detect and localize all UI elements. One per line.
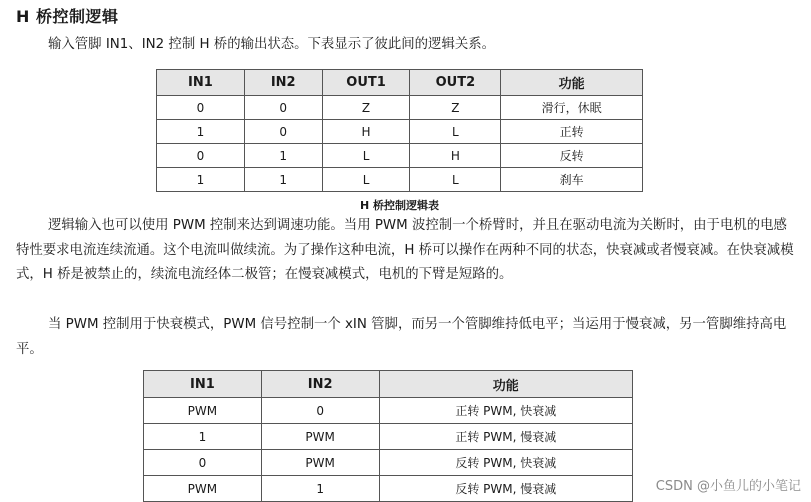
- table-cell: 正转 PWM, 慢衰减: [379, 424, 632, 450]
- header-cell: OUT2: [410, 70, 501, 96]
- header-cell: OUT1: [322, 70, 410, 96]
- table-cell: Z: [410, 96, 501, 120]
- h-bridge-logic-table: [156, 69, 643, 192]
- table-cell: 0: [261, 398, 379, 424]
- table-cell: 滑行，休眠: [501, 96, 643, 120]
- table-row: [157, 144, 643, 168]
- table-cell: PWM: [144, 398, 262, 424]
- header-cell: 功能: [501, 70, 643, 96]
- table-cell: 1: [261, 476, 379, 502]
- table-cell: H: [322, 120, 410, 144]
- table-cell: PWM: [261, 424, 379, 450]
- table-row: [144, 476, 633, 502]
- section-title: H 桥控制逻辑: [16, 7, 119, 26]
- table-cell: 1: [244, 168, 322, 192]
- table-cell: 反转 PWM, 快衰减: [379, 450, 632, 476]
- header-cell: IN1: [157, 70, 245, 96]
- table-header-row: [144, 371, 633, 398]
- table-row: [157, 96, 643, 120]
- table-cell: 正转: [501, 120, 643, 144]
- table-cell: 0: [157, 96, 245, 120]
- decay-paragraph: 当 PWM 控制用于快衰模式，PWM 信号控制一个 xIN 管脚，而另一个管脚维持低电平；当运用于慢衰减，另一管脚维持高电平。: [16, 317, 787, 357]
- table-row: [144, 424, 633, 450]
- table-cell: 1: [144, 424, 262, 450]
- table-row: [157, 168, 643, 192]
- table-cell: H: [410, 144, 501, 168]
- table-cell: 反转 PWM, 慢衰减: [379, 476, 632, 502]
- table-row: [157, 120, 643, 144]
- table-cell: L: [322, 168, 410, 192]
- table-cell: L: [410, 120, 501, 144]
- table-cell: 0: [244, 120, 322, 144]
- table-cell: 0: [244, 96, 322, 120]
- table-cell: 1: [244, 144, 322, 168]
- header-cell: IN1: [144, 371, 262, 398]
- intro-paragraph: 输入管脚 IN1、IN2 控制 H 桥的输出状态。下表显示了彼此间的逻辑关系。: [48, 37, 496, 52]
- table-caption: H 桥控制逻辑表: [359, 199, 440, 212]
- table-row: [144, 398, 633, 424]
- pwm-paragraph: 逻辑输入也可以使用 PWM 控制来达到调速功能。当用 PWM 波控制一个桥臂时，并且在驱动电流为关断时，由于电机的电感特性要求电流连续流通。这个电流叫做续流。为了操作这种电流，H 桥可以操作在两种不同的状态，快衰减或者慢衰减。在快衰减模式，H 桥是被禁止的，续流电流经体二极管；在慢衰减模式，电机的下臂是短路的。: [16, 218, 794, 282]
- table-cell: 正转 PWM, 快衰减: [379, 398, 632, 424]
- table-cell: 1: [157, 120, 245, 144]
- table-cell: 1: [157, 168, 245, 192]
- table-header-row: [157, 70, 643, 96]
- table-cell: PWM: [144, 476, 262, 502]
- table-cell: 刹车: [501, 168, 643, 192]
- header-cell: IN2: [261, 371, 379, 398]
- header-cell: IN2: [244, 70, 322, 96]
- table-cell: PWM: [261, 450, 379, 476]
- table-row: [144, 450, 633, 476]
- header-cell: 功能: [379, 371, 632, 398]
- table-cell: L: [410, 168, 501, 192]
- table-cell: L: [322, 144, 410, 168]
- table-cell: Z: [322, 96, 410, 120]
- watermark: CSDN @小鱼儿的小笔记: [655, 479, 801, 494]
- table-cell: 0: [157, 144, 245, 168]
- pwm-control-table: [143, 370, 633, 502]
- table-cell: 反转: [501, 144, 643, 168]
- table-cell: 0: [144, 450, 262, 476]
